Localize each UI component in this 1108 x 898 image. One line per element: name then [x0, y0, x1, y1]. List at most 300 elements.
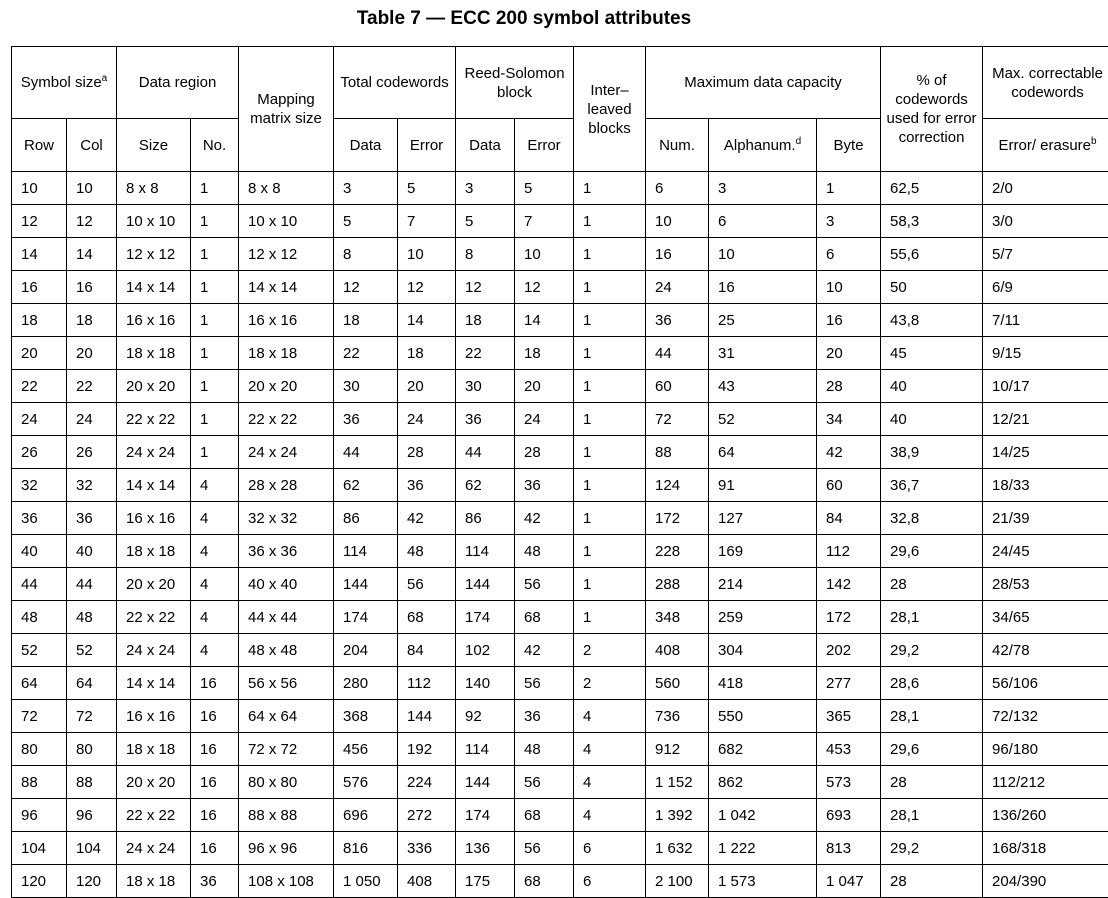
- table-cell: 108 x 108: [239, 865, 334, 898]
- table-cell: 16 x 16: [117, 304, 191, 337]
- table-cell: 2: [574, 667, 646, 700]
- table-cell: 12: [334, 271, 398, 304]
- header-interleaved: Inter–leaved blocks: [574, 47, 646, 172]
- table-cell: 38,9: [881, 436, 983, 469]
- table-cell: 48 x 48: [239, 634, 334, 667]
- table-cell: 1: [574, 205, 646, 238]
- table-cell: 29,6: [881, 733, 983, 766]
- table-cell: 22: [67, 370, 117, 403]
- table-row: [12, 865, 1108, 898]
- table-cell: 280: [334, 667, 398, 700]
- table-cell: 174: [456, 799, 515, 832]
- table-cell: 29,6: [881, 535, 983, 568]
- table-cell: 127: [709, 502, 817, 535]
- table-cell: 44: [456, 436, 515, 469]
- table-cell: 816: [334, 832, 398, 865]
- table-cell: 28: [881, 766, 983, 799]
- table-cell: 102: [456, 634, 515, 667]
- table-cell: 104: [12, 832, 67, 865]
- table-cell: 20: [67, 337, 117, 370]
- table-cell: 168/318: [983, 832, 1108, 865]
- table-cell: 682: [709, 733, 817, 766]
- table-cell: 259: [709, 601, 817, 634]
- table-cell: 4: [191, 601, 239, 634]
- table-cell: 24: [515, 403, 574, 436]
- table-cell: 26: [67, 436, 117, 469]
- table-cell: 1: [574, 403, 646, 436]
- table-cell: 1: [191, 403, 239, 436]
- table-cell: 813: [817, 832, 881, 865]
- table-cell: 1: [191, 337, 239, 370]
- table-cell: 16: [67, 271, 117, 304]
- table-cell: 36,7: [881, 469, 983, 502]
- table-cell: 43: [709, 370, 817, 403]
- table-cell: 912: [646, 733, 709, 766]
- table-cell: 84: [817, 502, 881, 535]
- table-cell: 4: [191, 634, 239, 667]
- table-cell: 43,8: [881, 304, 983, 337]
- symbol-attributes-table: [11, 46, 1108, 898]
- table-cell: 22 x 22: [117, 601, 191, 634]
- table-cell: 18: [67, 304, 117, 337]
- table-cell: 56 x 56: [239, 667, 334, 700]
- table-cell: 48: [398, 535, 456, 568]
- table-cell: 418: [709, 667, 817, 700]
- table-cell: 86: [334, 502, 398, 535]
- table-cell: 6: [646, 172, 709, 205]
- table-cell: 28: [881, 568, 983, 601]
- table-cell: 1: [574, 436, 646, 469]
- table-cell: 204/390: [983, 865, 1108, 898]
- table-cell: 28,6: [881, 667, 983, 700]
- table-cell: 30: [334, 370, 398, 403]
- header-total-data: Data: [334, 119, 398, 172]
- table-cell: 64: [709, 436, 817, 469]
- table-cell: 7: [515, 205, 574, 238]
- table-row: [12, 634, 1108, 667]
- table-cell: 40: [12, 535, 67, 568]
- table-cell: 12 x 12: [117, 238, 191, 271]
- table-cell: 56: [515, 832, 574, 865]
- table-cell: 72: [12, 700, 67, 733]
- header-mapping-matrix: Mapping matrix size: [239, 47, 334, 172]
- table-row: [12, 700, 1108, 733]
- table-cell: 72 x 72: [239, 733, 334, 766]
- table-cell: 52: [12, 634, 67, 667]
- table-row: [12, 766, 1108, 799]
- table-cell: 16: [191, 667, 239, 700]
- table-cell: 20: [515, 370, 574, 403]
- table-cell: 408: [398, 865, 456, 898]
- table-cell: 1: [191, 304, 239, 337]
- table-cell: 88: [646, 436, 709, 469]
- table-cell: 48: [12, 601, 67, 634]
- table-cell: 28 x 28: [239, 469, 334, 502]
- table-cell: 8 x 8: [117, 172, 191, 205]
- table-cell: 10: [709, 238, 817, 271]
- table-cell: 14: [67, 238, 117, 271]
- table-cell: 22 x 22: [239, 403, 334, 436]
- table-row: [12, 601, 1108, 634]
- table-cell: 104: [67, 832, 117, 865]
- table-cell: 8: [456, 238, 515, 271]
- table-cell: 56: [515, 667, 574, 700]
- table-cell: 24/45: [983, 535, 1108, 568]
- table-cell: 18: [515, 337, 574, 370]
- table-cell: 18 x 18: [117, 733, 191, 766]
- table-cell: 29,2: [881, 832, 983, 865]
- table-cell: 64 x 64: [239, 700, 334, 733]
- table-cell: 80: [67, 733, 117, 766]
- table-cell: 86: [456, 502, 515, 535]
- table-cell: 272: [398, 799, 456, 832]
- table-cell: 862: [709, 766, 817, 799]
- table-cell: 34: [817, 403, 881, 436]
- header-no: No.: [191, 119, 239, 172]
- header-alphanum: Alphanum.$^d$: [709, 119, 817, 172]
- table-cell: 16: [12, 271, 67, 304]
- table-cell: 12: [398, 271, 456, 304]
- table-cell: 224: [398, 766, 456, 799]
- table-cell: 16 x 16: [117, 700, 191, 733]
- table-cell: 45: [881, 337, 983, 370]
- table-cell: 3: [709, 172, 817, 205]
- table-cell: 88: [67, 766, 117, 799]
- table-cell: 140: [456, 667, 515, 700]
- table-cell: 56: [515, 568, 574, 601]
- table-cell: 16: [191, 733, 239, 766]
- table-cell: 1 392: [646, 799, 709, 832]
- table-cell: 30: [456, 370, 515, 403]
- table-cell: 42: [515, 502, 574, 535]
- table-cell: 26: [12, 436, 67, 469]
- table-cell: 8 x 8: [239, 172, 334, 205]
- table-cell: 44: [334, 436, 398, 469]
- table-row: [12, 469, 1108, 502]
- table-cell: 10: [67, 172, 117, 205]
- table-cell: 96 x 96: [239, 832, 334, 865]
- table-cell: 34/65: [983, 601, 1108, 634]
- table-cell: 1 152: [646, 766, 709, 799]
- header-error-erasure: Error/ erasure$^b$: [983, 119, 1108, 172]
- table-cell: 112: [817, 535, 881, 568]
- table-cell: 48: [515, 733, 574, 766]
- header-total-codewords: Total codewords: [334, 47, 456, 119]
- table-cell: 112/212: [983, 766, 1108, 799]
- table-cell: 1: [574, 601, 646, 634]
- table-cell: 14/25: [983, 436, 1108, 469]
- table-cell: 64: [12, 667, 67, 700]
- table-row: [12, 370, 1108, 403]
- table-cell: 453: [817, 733, 881, 766]
- table-cell: 144: [456, 568, 515, 601]
- table-cell: 4: [191, 502, 239, 535]
- header-pct-codewords: % of codewords used for error correction: [881, 47, 983, 172]
- table-cell: 228: [646, 535, 709, 568]
- table-cell: 20 x 20: [117, 370, 191, 403]
- table-cell: 36: [515, 469, 574, 502]
- table-cell: 40 x 40: [239, 568, 334, 601]
- table-cell: 50: [881, 271, 983, 304]
- table-cell: 1: [574, 568, 646, 601]
- table-cell: 174: [334, 601, 398, 634]
- table-cell: 408: [646, 634, 709, 667]
- table-cell: 62,5: [881, 172, 983, 205]
- table-cell: 42: [817, 436, 881, 469]
- table-cell: 169: [709, 535, 817, 568]
- table-cell: 36: [515, 700, 574, 733]
- table-cell: 365: [817, 700, 881, 733]
- table-row: [12, 337, 1108, 370]
- table-cell: 114: [456, 535, 515, 568]
- table-cell: 20 x 20: [239, 370, 334, 403]
- table-cell: 18 x 18: [239, 337, 334, 370]
- table-cell: 1 047: [817, 865, 881, 898]
- table-cell: 4: [191, 469, 239, 502]
- table-cell: 28/53: [983, 568, 1108, 601]
- table-cell: 736: [646, 700, 709, 733]
- table-cell: 5: [334, 205, 398, 238]
- table-header: [12, 47, 1108, 172]
- table-cell: 52: [709, 403, 817, 436]
- table-cell: 12: [12, 205, 67, 238]
- table-row: [12, 205, 1108, 238]
- table-cell: 24: [67, 403, 117, 436]
- table-cell: 22 x 22: [117, 403, 191, 436]
- table-cell: 62: [334, 469, 398, 502]
- table-cell: 18 x 18: [117, 337, 191, 370]
- table-cell: 88 x 88: [239, 799, 334, 832]
- table-cell: 124: [646, 469, 709, 502]
- table-cell: 40: [881, 370, 983, 403]
- table-body: [12, 172, 1108, 898]
- table-cell: 1 050: [334, 865, 398, 898]
- header-size: Size: [117, 119, 191, 172]
- table-cell: 36: [12, 502, 67, 535]
- header-data-region: Data region: [117, 47, 239, 119]
- header-total-error: Error: [398, 119, 456, 172]
- table-cell: 96: [12, 799, 67, 832]
- table-cell: 12: [515, 271, 574, 304]
- table-cell: 20: [12, 337, 67, 370]
- table-cell: 573: [817, 766, 881, 799]
- header-rs-data: Data: [456, 119, 515, 172]
- table-cell: 31: [709, 337, 817, 370]
- table-cell: 696: [334, 799, 398, 832]
- table-cell: 24: [12, 403, 67, 436]
- table-cell: 14 x 14: [117, 469, 191, 502]
- table-cell: 22: [334, 337, 398, 370]
- table-cell: 80: [12, 733, 67, 766]
- table-row: [12, 172, 1108, 205]
- table-cell: 214: [709, 568, 817, 601]
- table-cell: 36: [67, 502, 117, 535]
- table-cell: 18 x 18: [117, 865, 191, 898]
- table-cell: 20: [398, 370, 456, 403]
- table-row: [12, 436, 1108, 469]
- table-cell: 14 x 14: [117, 667, 191, 700]
- table-cell: 10 x 10: [239, 205, 334, 238]
- table-cell: 1: [191, 205, 239, 238]
- table-title: Table 7 — ECC 200 symbol attributes: [0, 8, 1048, 30]
- table-cell: 277: [817, 667, 881, 700]
- header-max-correctable: Max. correctable codewords: [983, 47, 1108, 119]
- table-cell: 16 x 16: [239, 304, 334, 337]
- table-cell: 42/78: [983, 634, 1108, 667]
- table-cell: 68: [515, 601, 574, 634]
- table-cell: 288: [646, 568, 709, 601]
- table-cell: 18: [12, 304, 67, 337]
- header-row: Row: [12, 119, 67, 172]
- table-cell: 7: [398, 205, 456, 238]
- table-row: [12, 799, 1108, 832]
- table-cell: 44 x 44: [239, 601, 334, 634]
- table-cell: 192: [398, 733, 456, 766]
- table-cell: 2 100: [646, 865, 709, 898]
- table-cell: 22: [456, 337, 515, 370]
- header-num: Num.: [646, 119, 709, 172]
- header-col: Col: [67, 119, 117, 172]
- table-cell: 28,1: [881, 799, 983, 832]
- table-cell: 10: [817, 271, 881, 304]
- table-cell: 18 x 18: [117, 535, 191, 568]
- table-cell: 9/15: [983, 337, 1108, 370]
- table-cell: 55,6: [881, 238, 983, 271]
- table-cell: 1: [574, 238, 646, 271]
- table-cell: 28: [515, 436, 574, 469]
- table-cell: 14 x 14: [239, 271, 334, 304]
- table-cell: 12 x 12: [239, 238, 334, 271]
- table-cell: 12/21: [983, 403, 1108, 436]
- table-cell: 84: [398, 634, 456, 667]
- table-cell: 10: [398, 238, 456, 271]
- table-cell: 18: [334, 304, 398, 337]
- table-cell: 304: [709, 634, 817, 667]
- table-cell: 48: [67, 601, 117, 634]
- table-cell: 6: [709, 205, 817, 238]
- table-cell: 4: [574, 766, 646, 799]
- table-cell: 96/180: [983, 733, 1108, 766]
- table-cell: 144: [456, 766, 515, 799]
- table-cell: 92: [456, 700, 515, 733]
- header-max-capacity: Maximum data capacity: [646, 47, 881, 119]
- table-cell: 60: [646, 370, 709, 403]
- header-rs-error: Error: [515, 119, 574, 172]
- table-row: [12, 238, 1108, 271]
- table-cell: 204: [334, 634, 398, 667]
- table-cell: 114: [334, 535, 398, 568]
- table-cell: 36: [646, 304, 709, 337]
- table-cell: 1: [574, 304, 646, 337]
- table-cell: 2/0: [983, 172, 1108, 205]
- table-row: [12, 733, 1108, 766]
- table-cell: 68: [398, 601, 456, 634]
- table-cell: 8: [334, 238, 398, 271]
- table-cell: 14: [398, 304, 456, 337]
- table-cell: 72: [67, 700, 117, 733]
- table-cell: 4: [191, 568, 239, 601]
- table-cell: 58,3: [881, 205, 983, 238]
- table-cell: 68: [515, 799, 574, 832]
- table-cell: 36: [398, 469, 456, 502]
- table-row: [12, 304, 1108, 337]
- table-cell: 91: [709, 469, 817, 502]
- table-cell: 560: [646, 667, 709, 700]
- table-cell: 1: [574, 172, 646, 205]
- table-cell: 175: [456, 865, 515, 898]
- table-cell: 1 573: [709, 865, 817, 898]
- table-cell: 12: [67, 205, 117, 238]
- table-cell: 112: [398, 667, 456, 700]
- table-cell: 72: [646, 403, 709, 436]
- table-cell: 18: [456, 304, 515, 337]
- table-cell: 16: [646, 238, 709, 271]
- table-cell: 3: [334, 172, 398, 205]
- table-cell: 172: [817, 601, 881, 634]
- table-cell: 36: [456, 403, 515, 436]
- table-cell: 16: [191, 700, 239, 733]
- table-cell: 2: [574, 634, 646, 667]
- table-cell: 32: [67, 469, 117, 502]
- table-cell: 25: [709, 304, 817, 337]
- table-cell: 5: [456, 205, 515, 238]
- table-cell: 16: [817, 304, 881, 337]
- header-symbol-size: Symbol size$^a$: [12, 47, 117, 119]
- table-cell: 1: [191, 370, 239, 403]
- table-cell: 40: [67, 535, 117, 568]
- table-row: [12, 502, 1108, 535]
- table-cell: 1: [574, 469, 646, 502]
- table-cell: 368: [334, 700, 398, 733]
- table-cell: 52: [67, 634, 117, 667]
- table-cell: 174: [456, 601, 515, 634]
- table-cell: 18/33: [983, 469, 1108, 502]
- table-cell: 3: [456, 172, 515, 205]
- table-cell: 42: [398, 502, 456, 535]
- table-cell: 20: [817, 337, 881, 370]
- table-cell: 10: [12, 172, 67, 205]
- table-cell: 72/132: [983, 700, 1108, 733]
- table-cell: 16: [191, 766, 239, 799]
- table-cell: 20 x 20: [117, 766, 191, 799]
- table-cell: 56: [398, 568, 456, 601]
- table-cell: 6: [574, 832, 646, 865]
- table-cell: 4: [574, 700, 646, 733]
- table-cell: 21/39: [983, 502, 1108, 535]
- table-cell: 1: [574, 337, 646, 370]
- table-cell: 6: [574, 865, 646, 898]
- table-cell: 32: [12, 469, 67, 502]
- table-cell: 1: [574, 271, 646, 304]
- table-cell: 693: [817, 799, 881, 832]
- table-cell: 550: [709, 700, 817, 733]
- table-cell: 10 x 10: [117, 205, 191, 238]
- table-cell: 16: [191, 832, 239, 865]
- header-reed-solomon: Reed-Solomon block: [456, 47, 574, 119]
- table-cell: 136: [456, 832, 515, 865]
- table-cell: 5/7: [983, 238, 1108, 271]
- table-cell: 4: [191, 535, 239, 568]
- table-cell: 36: [334, 403, 398, 436]
- table-cell: 16 x 16: [117, 502, 191, 535]
- table-cell: 5: [398, 172, 456, 205]
- table-cell: 4: [574, 733, 646, 766]
- table-cell: 44: [646, 337, 709, 370]
- table-cell: 114: [456, 733, 515, 766]
- table-cell: 1: [191, 238, 239, 271]
- table-cell: 1: [191, 271, 239, 304]
- table-cell: 172: [646, 502, 709, 535]
